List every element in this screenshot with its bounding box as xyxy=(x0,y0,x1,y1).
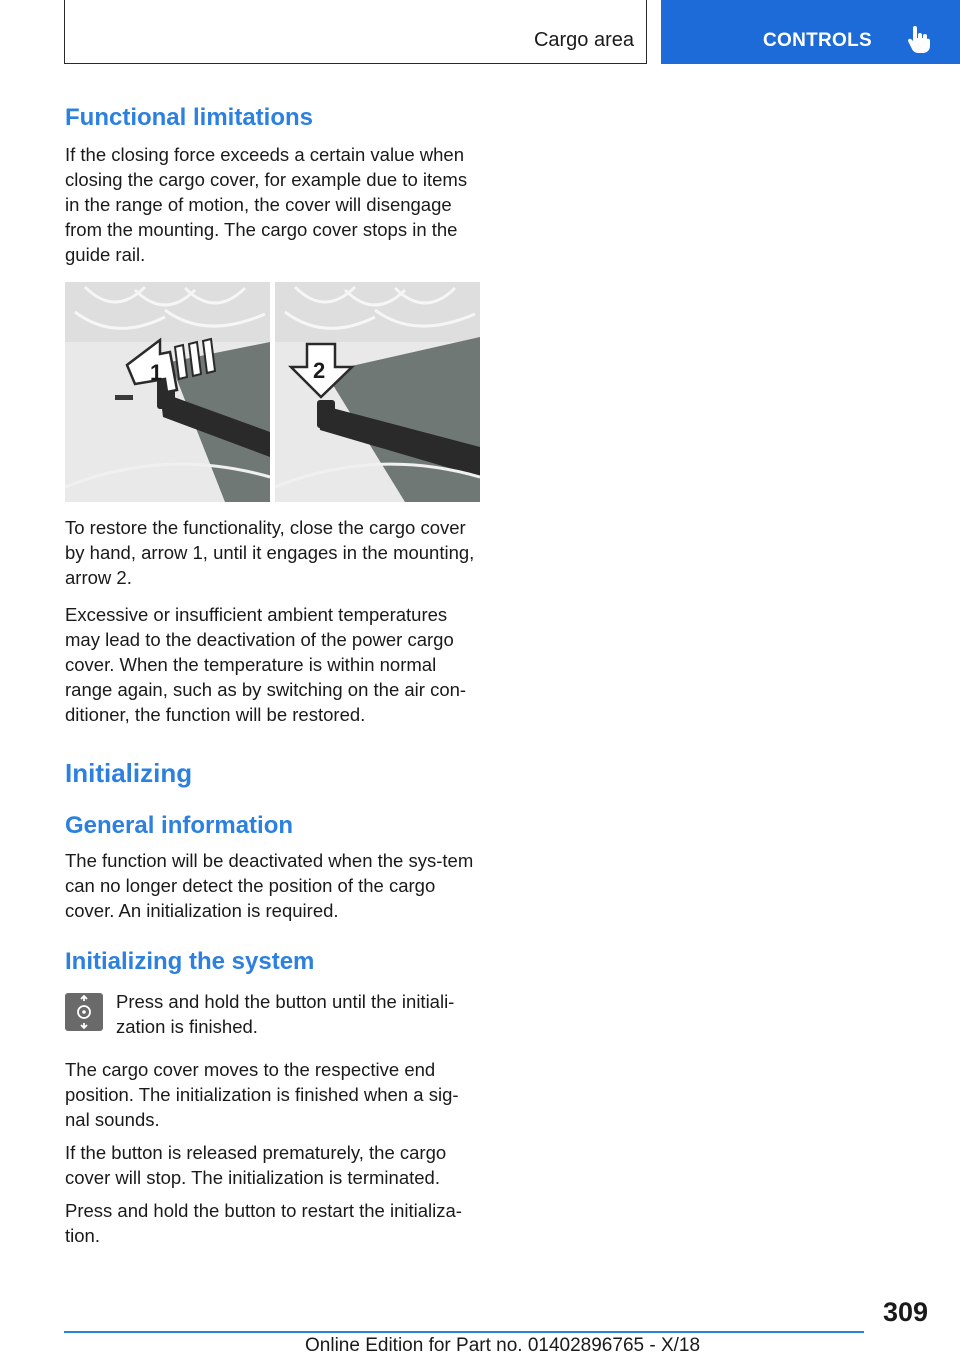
cargo-cover-symbol-icon xyxy=(65,993,103,1031)
general-information-section xyxy=(65,812,483,923)
footer-edition: Online Edition for Part no. 01402896765 - X/18 xyxy=(305,1335,701,1356)
functional-limitations-para1: If the closing force exceeds a certain value when closing the cargo cover, for example due to items in the range of motion, the cover will disengage from the mounting. The cargo cover stops in the guide rail. xyxy=(65,144,468,265)
functional-limitations-para2: To restore the functionality, close the cargo cover by hand, arrow 1, until it engages in the mounting, arrow 2. xyxy=(65,517,475,588)
section-title: Cargo area xyxy=(533,29,634,51)
functional-limitations-heading: Functional limitations xyxy=(65,104,314,131)
initialization-para-a: The cargo cover moves to the respective end position. The initialization is finished when a sig-nal sounds. xyxy=(65,1059,459,1130)
header-frame xyxy=(64,0,647,64)
initializing-section xyxy=(65,758,483,789)
pointing-hand-icon xyxy=(907,26,931,54)
cargo-cover-button-icon xyxy=(65,993,103,1031)
figure-label-1: 1 xyxy=(150,360,163,385)
cargo-cover-figure xyxy=(65,282,480,502)
initializing-system-heading: Initializing the system xyxy=(65,948,315,975)
chapter-tab[interactable] xyxy=(661,0,960,64)
page-number: 309 xyxy=(882,1297,928,1327)
chapter-label: CONTROLS xyxy=(763,30,873,51)
button-instruction-text: Press and hold the button until the initiali-zation is finished. xyxy=(116,991,455,1037)
initialization-details xyxy=(65,1057,483,1248)
general-information-text: The function will be deactivated when the sys-tem can no longer detect the position of the cargo cover. An initialization is required. xyxy=(65,850,474,921)
initializing-heading: Initializing xyxy=(65,758,193,788)
button-instruction xyxy=(116,989,486,1039)
initialization-para-c: Press and hold the button to restart the initializa-tion. xyxy=(65,1200,462,1246)
functional-limitations-continued xyxy=(65,515,483,727)
figure-label-2: 2 xyxy=(313,358,326,383)
initialization-para-b: If the button is released prematurely, the cargo cover will stop. The initialization is terminated. xyxy=(65,1142,447,1188)
functional-limitations-section xyxy=(65,104,483,267)
functional-limitations-para3: Excessive or insufficient ambient temperatures may lead to the deactivation of the power cargo cover. When the temperature is within normal range again, such as by switching on the air con-ditioner, the function will be restored. xyxy=(65,604,467,725)
initializing-system-section xyxy=(65,948,483,976)
general-information-heading: General information xyxy=(65,812,294,839)
footer-rule xyxy=(64,1331,864,1333)
